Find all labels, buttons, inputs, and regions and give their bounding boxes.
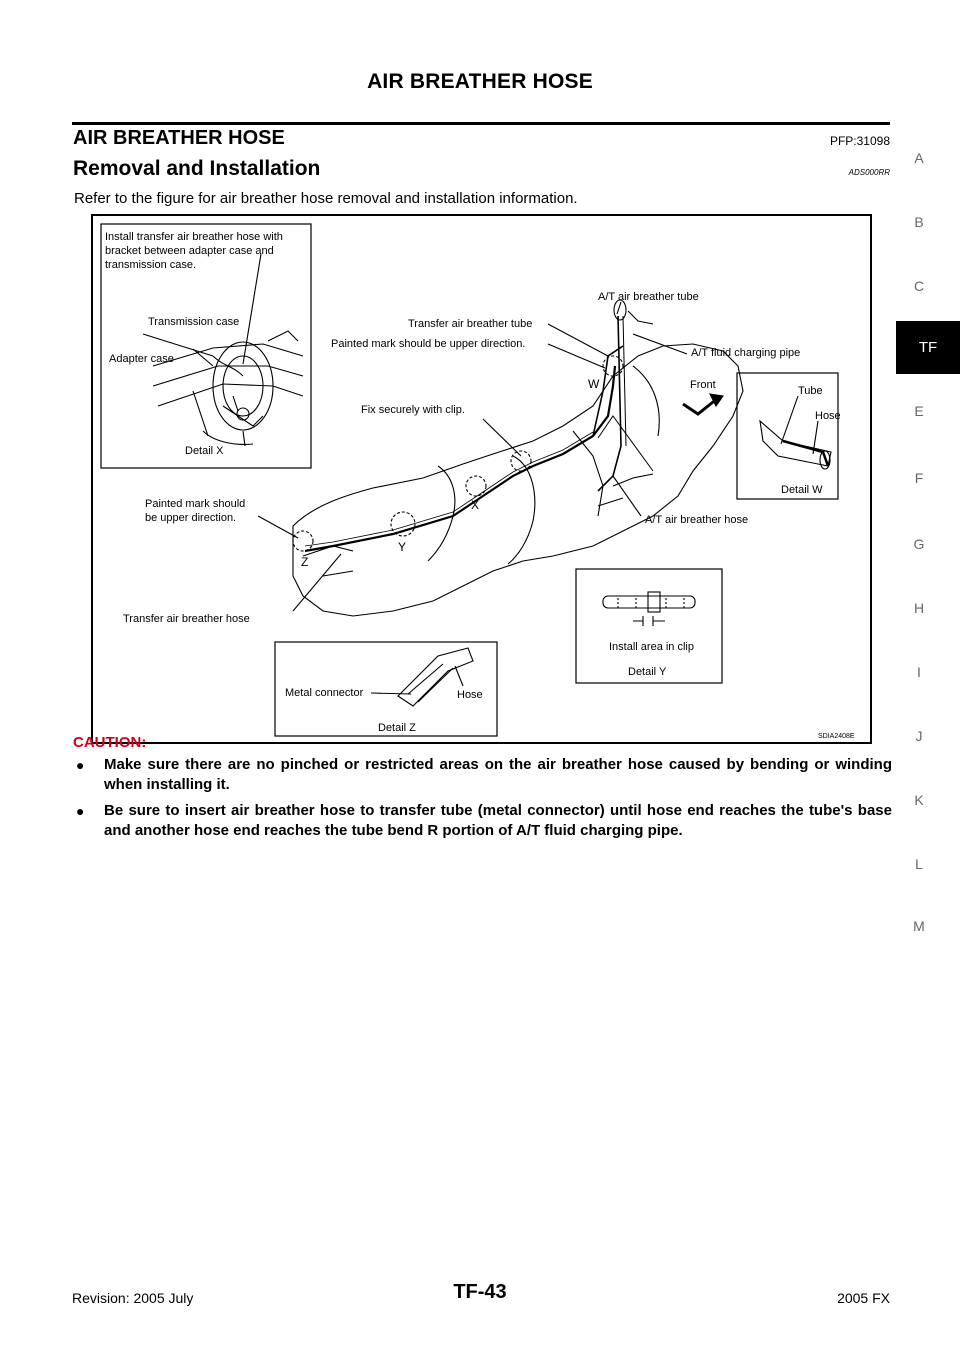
- index-item-g[interactable]: G: [913, 536, 925, 552]
- index-item-c[interactable]: C: [913, 278, 925, 294]
- at-air-breather-tube-label: A/T air breather tube: [598, 291, 699, 303]
- index-item-f[interactable]: F: [914, 470, 924, 486]
- detail-x-caption: Detail X: [185, 445, 224, 457]
- detail-z-hose-label: Hose: [457, 689, 483, 701]
- detail-z-caption: Detail Z: [378, 722, 416, 734]
- letter-x: X: [471, 498, 480, 512]
- section-index: [894, 0, 960, 1000]
- caution-item-text: Be sure to insert air breather hose to transfer tube (metal connector) until hose end reaches the tube's base and another hose end reaches the tube bend R portion of A/T fluid charging pipe.: [104, 802, 892, 839]
- footer-page-number: TF-43: [453, 1281, 507, 1303]
- index-item-i[interactable]: I: [917, 664, 921, 680]
- index-item-j[interactable]: J: [915, 728, 923, 744]
- caution-item: [74, 801, 892, 841]
- breather-hose-figure: [91, 214, 872, 744]
- footer-revision: Revision: 2005 July: [72, 1290, 194, 1306]
- index-item-b[interactable]: B: [914, 214, 924, 230]
- detail-w-tube-label: Tube: [798, 385, 823, 397]
- detail-w-caption: Detail W: [781, 484, 823, 496]
- at-air-breather-hose-label: A/T air breather hose: [645, 514, 749, 526]
- ads-code: ADS000RR: [848, 168, 890, 177]
- detail-y-install-area-label: Install area in clip: [609, 641, 694, 653]
- painted-mark-lower-line2: be upper direction.: [145, 512, 237, 524]
- painted-mark-lower-line1: Painted mark should: [145, 498, 246, 510]
- index-item-tf-active[interactable]: TF: [896, 321, 960, 374]
- index-item-h[interactable]: H: [913, 600, 925, 616]
- detail-x-note-line2: bracket between adapter case and: [105, 245, 274, 257]
- fix-clip-label: Fix securely with clip.: [361, 404, 465, 416]
- at-fluid-charging-pipe-label: A/T fluid charging pipe: [691, 347, 801, 359]
- header-rule: [72, 122, 890, 125]
- caution-item-text: Make sure there are no pinched or restricted areas on the air breather hose caused by bending or winding when installing it.: [104, 756, 892, 793]
- transfer-air-breather-tube-label: Transfer air breather tube: [408, 318, 533, 330]
- letter-w: W: [588, 377, 600, 391]
- index-item-e[interactable]: E: [914, 403, 924, 419]
- bullet-icon: ●: [76, 757, 85, 773]
- detail-z-metal-connector-label: Metal connector: [285, 687, 364, 699]
- detail-y-caption: Detail Y: [628, 666, 667, 678]
- page-header-title: AIR BREATHER HOSE: [367, 70, 593, 93]
- figure-code: SDIA2408E: [818, 733, 855, 740]
- footer-model: 2005 FX: [837, 1290, 890, 1306]
- detail-x-note-line3: transmission case.: [105, 259, 197, 271]
- pfp-code: PFP:31098: [829, 134, 890, 148]
- figure-drawing: [93, 216, 870, 742]
- caution-item: [74, 755, 892, 795]
- painted-mark-upper-label: Painted mark should be upper direction.: [331, 338, 526, 350]
- index-item-m[interactable]: M: [913, 918, 925, 934]
- detail-x-note-line1: Install transfer air breather hose with: [105, 231, 283, 243]
- index-item-a[interactable]: A: [914, 150, 924, 166]
- caution-list: [74, 755, 892, 847]
- index-item-l[interactable]: L: [915, 856, 923, 872]
- subsection-title: Removal and Installation: [73, 157, 321, 180]
- letter-y: Y: [398, 540, 407, 554]
- section-title: AIR BREATHER HOSE: [73, 127, 285, 149]
- caution-label: CAUTION:: [73, 734, 147, 751]
- letter-z: Z: [301, 555, 309, 569]
- detail-x-transmission-case-label: Transmission case: [148, 316, 240, 328]
- intro-text: Refer to the figure for air breather hose removal and installation information.: [74, 190, 578, 207]
- front-label: Front: [690, 379, 716, 391]
- bullet-icon: ●: [76, 803, 85, 819]
- transfer-air-breather-hose-label: Transfer air breather hose: [123, 613, 250, 625]
- detail-x-adapter-case-label: Adapter case: [109, 353, 174, 365]
- index-item-k[interactable]: K: [914, 792, 924, 808]
- detail-w-hose-label: Hose: [815, 410, 841, 422]
